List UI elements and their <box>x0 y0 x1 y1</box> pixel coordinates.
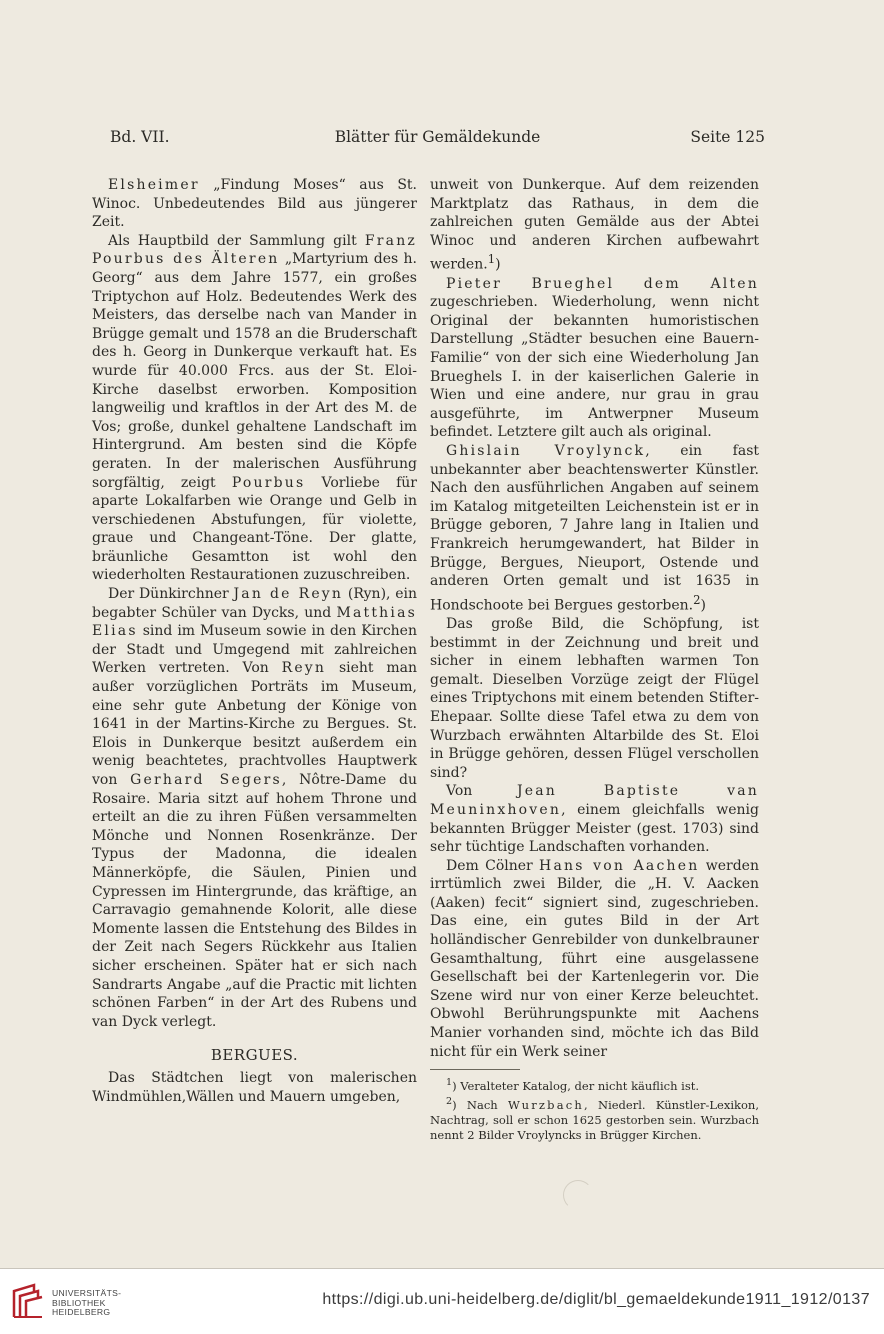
paragraph: Der Dünkirchner Jan de Reyn (Ryn), ein begabter Schüler van Dycks, und Matthias Elias sind im Museum sowie in den Kirchen der Stadt und Umgegend mit zahlreichen Werken vertreten. Von Reyn sieht man außer vorzüglichen Porträts im Museum, eine sehr gute Anbetung der Könige von 1641 in der Martins-Kirche zu Bergues. St. Elois in Dunkerque besitzt außerdem ein wenig beachtetes, prachtvolles Hauptwerk von Gerhard Segers, Nôtre-Dame du Rosaire. Maria sitzt auf hohem Throne und erteilt an die zu ihren Füßen versammelten Mönche und Nonnen Rosenkränze. Der Typus der Madonna, die idealen Männerköpfe, die Säulen, Pinien und Cypressen im Hintergrunde, das kräftige, an Carravagio gemahnende Kolorit, alle diese Momente lassen die Entstehung des Bildes in der Zeit nach Segers Rückkehr aus Italien sicher erscheinen. Später hat er sich nach Sandrarts Angabe „auf die Practic mit lichten schönen Farben“ in der Art des Rubens und van Dyck verlegt. <box>92 586 418 1030</box>
paragraph: Dem Cölner Hans von Aachen werden irrtümlich zwei Bilder, die „H. V. Aacken (Aaken) fecit“ signiert sind, zugeschrieben. Das eine, ein gutes Bild in der Art holländischer Genrebilder von dunkelbrauner Gesamthaltung, führt eine ausgelassene Gesellschaft bei der Kartenlegerin vor. Die Szene wird nur von einer Kerze beleuchtet. Obwohl Berührungspunkte mit Aachens Manier vorhanden sind, möchte ich das Bild nicht für ein Werk seiner <box>430 857 759 1060</box>
right-column <box>430 176 759 1143</box>
permalink[interactable]: https://digi.ub.uni-heidelberg.de/diglit/bl_gemaeldekunde1911_1912/0137 <box>322 1291 870 1308</box>
journal-title: Blätter für Gemäldekunde <box>334 128 541 146</box>
page-header <box>110 128 765 152</box>
footnote-divider <box>430 1069 520 1070</box>
paragraph: Als Hauptbild der Sammlung gilt Franz Pourbus des Älteren „Martyrium des h. Georg“ aus dem Jahre 1577, ein großes Triptychon auf Holz. Bedeutendes Werk des Meisters, das derselbe nach van Mander in Brügge gemalt und 1578 an die Bruderschaft des h. Georg in Dunkerque verkauft hat. Es wurde für 40.000 Frcs. aus der St. Eloi-Kirche daselbst erworben. Komposition langweilig und kraftlos in der Art des M. de Vos; große, dunkel gehaltene Landschaft im Hintergrund. Am besten sind die Köpfe geraten. In der malerischen Ausführung sorgfältig, zeigt Pourbus Vorliebe für aparte Lokalfarben wie Orange und Gelb in verschiedenen Abstufungen, für violette, graue und Changeant-Töne. Der glatte, bräunliche Gesamtton ist wohl den wiederholten Restaurationen zuzuschreiben. <box>92 232 418 584</box>
library-name: UNIVERSITÄTS- BIBLIOTHEK HEIDELBERG <box>52 1288 122 1318</box>
left-column <box>92 176 417 1106</box>
footnote: $^2$) Nach Wurzbach, Niederl. Künstler-Lexikon, Nachtrag, soll er schon 1625 gestorben sein. Wurzbach nennt 2 Bilder Vroylyncks in Brügger Kirchen. <box>430 1096 759 1142</box>
paragraph: Pieter Brueghel dem Alten zugeschrieben. Wiederholung, wenn nicht Original der bekannten humoristischen Darstellung „Städter besuchen eine Bauern-Familie“ von der sich eine Wiederholung Jan Brueghels I. in der kaiserlichen Galerie in Wien und eine andere, nur grau in grau ausgeführte, im Antwerpner Museum befindet. Letztere gilt auch als original. <box>430 275 759 441</box>
page-number: Seite 125 <box>690 128 765 146</box>
paragraph: Das große Bild, die Schöpfung, ist bestimmt in der Zeichnung und breit und sicher in einem lebhaften warmen Ton gemalt. Dieselben Vorzüge zeigt der Flügel eines Triptychons mit einem betenden Stifter-Ehepaar. Sollte diese Tafel etwa zu dem von Wurzbach erwähnten Altarbilde des St. Eloi in Brügge gehören, dessen Flügel verschollen sind? <box>430 615 759 781</box>
volume-label: Bd. VII. <box>110 128 170 146</box>
university-library-logo-icon <box>10 1281 46 1321</box>
paragraph: Das Städtchen liegt von malerischen Windmühlen,Wällen und Mauern umgeben, <box>92 1069 417 1105</box>
paper-mark <box>563 1180 593 1210</box>
paragraph: Ghislain Vroylynck, ein fast unbekannter aber beachtenswerter Künstler. Nach den ausführlichen Angaben auf seinem im Katalog mitgeteilten Leichenstein ist er in Brügge geboren, 7 Jahre lang in Italien und Frankreich herumgewandert, hat Bilder in Brügge, Bergues, Nieuport, Ostende und anderen Orten gemalt und ist 1635 in Hondschoote bei Bergues gestorben.$^2$) <box>430 442 759 614</box>
section-heading: BERGUES. <box>210 1046 299 1065</box>
paragraph: unweit von Dunkerque. Auf dem reizenden Marktplatz das Rathaus, in dem die zahlreichen guten Gemälde aus der Abtei Winoc und anderen Kirchen aufbewahrt werden.$^1$) <box>430 177 759 274</box>
viewer-footer <box>0 1268 884 1334</box>
paragraph: Von Jean Baptiste van Meuninxhoven, einem gleichfalls wenig bekannten Brügger Meister (gest. 1703) sind sehr tüchtige Landschaften vorhanden. <box>430 783 759 856</box>
footnote: $^1$) Veralteter Katalog, der nicht käuflich ist. <box>446 1077 700 1094</box>
paragraph: Elsheimer „Findung Moses“ aus St. Winoc. Unbedeutendes Bild aus jüngerer Zeit. <box>92 177 417 231</box>
